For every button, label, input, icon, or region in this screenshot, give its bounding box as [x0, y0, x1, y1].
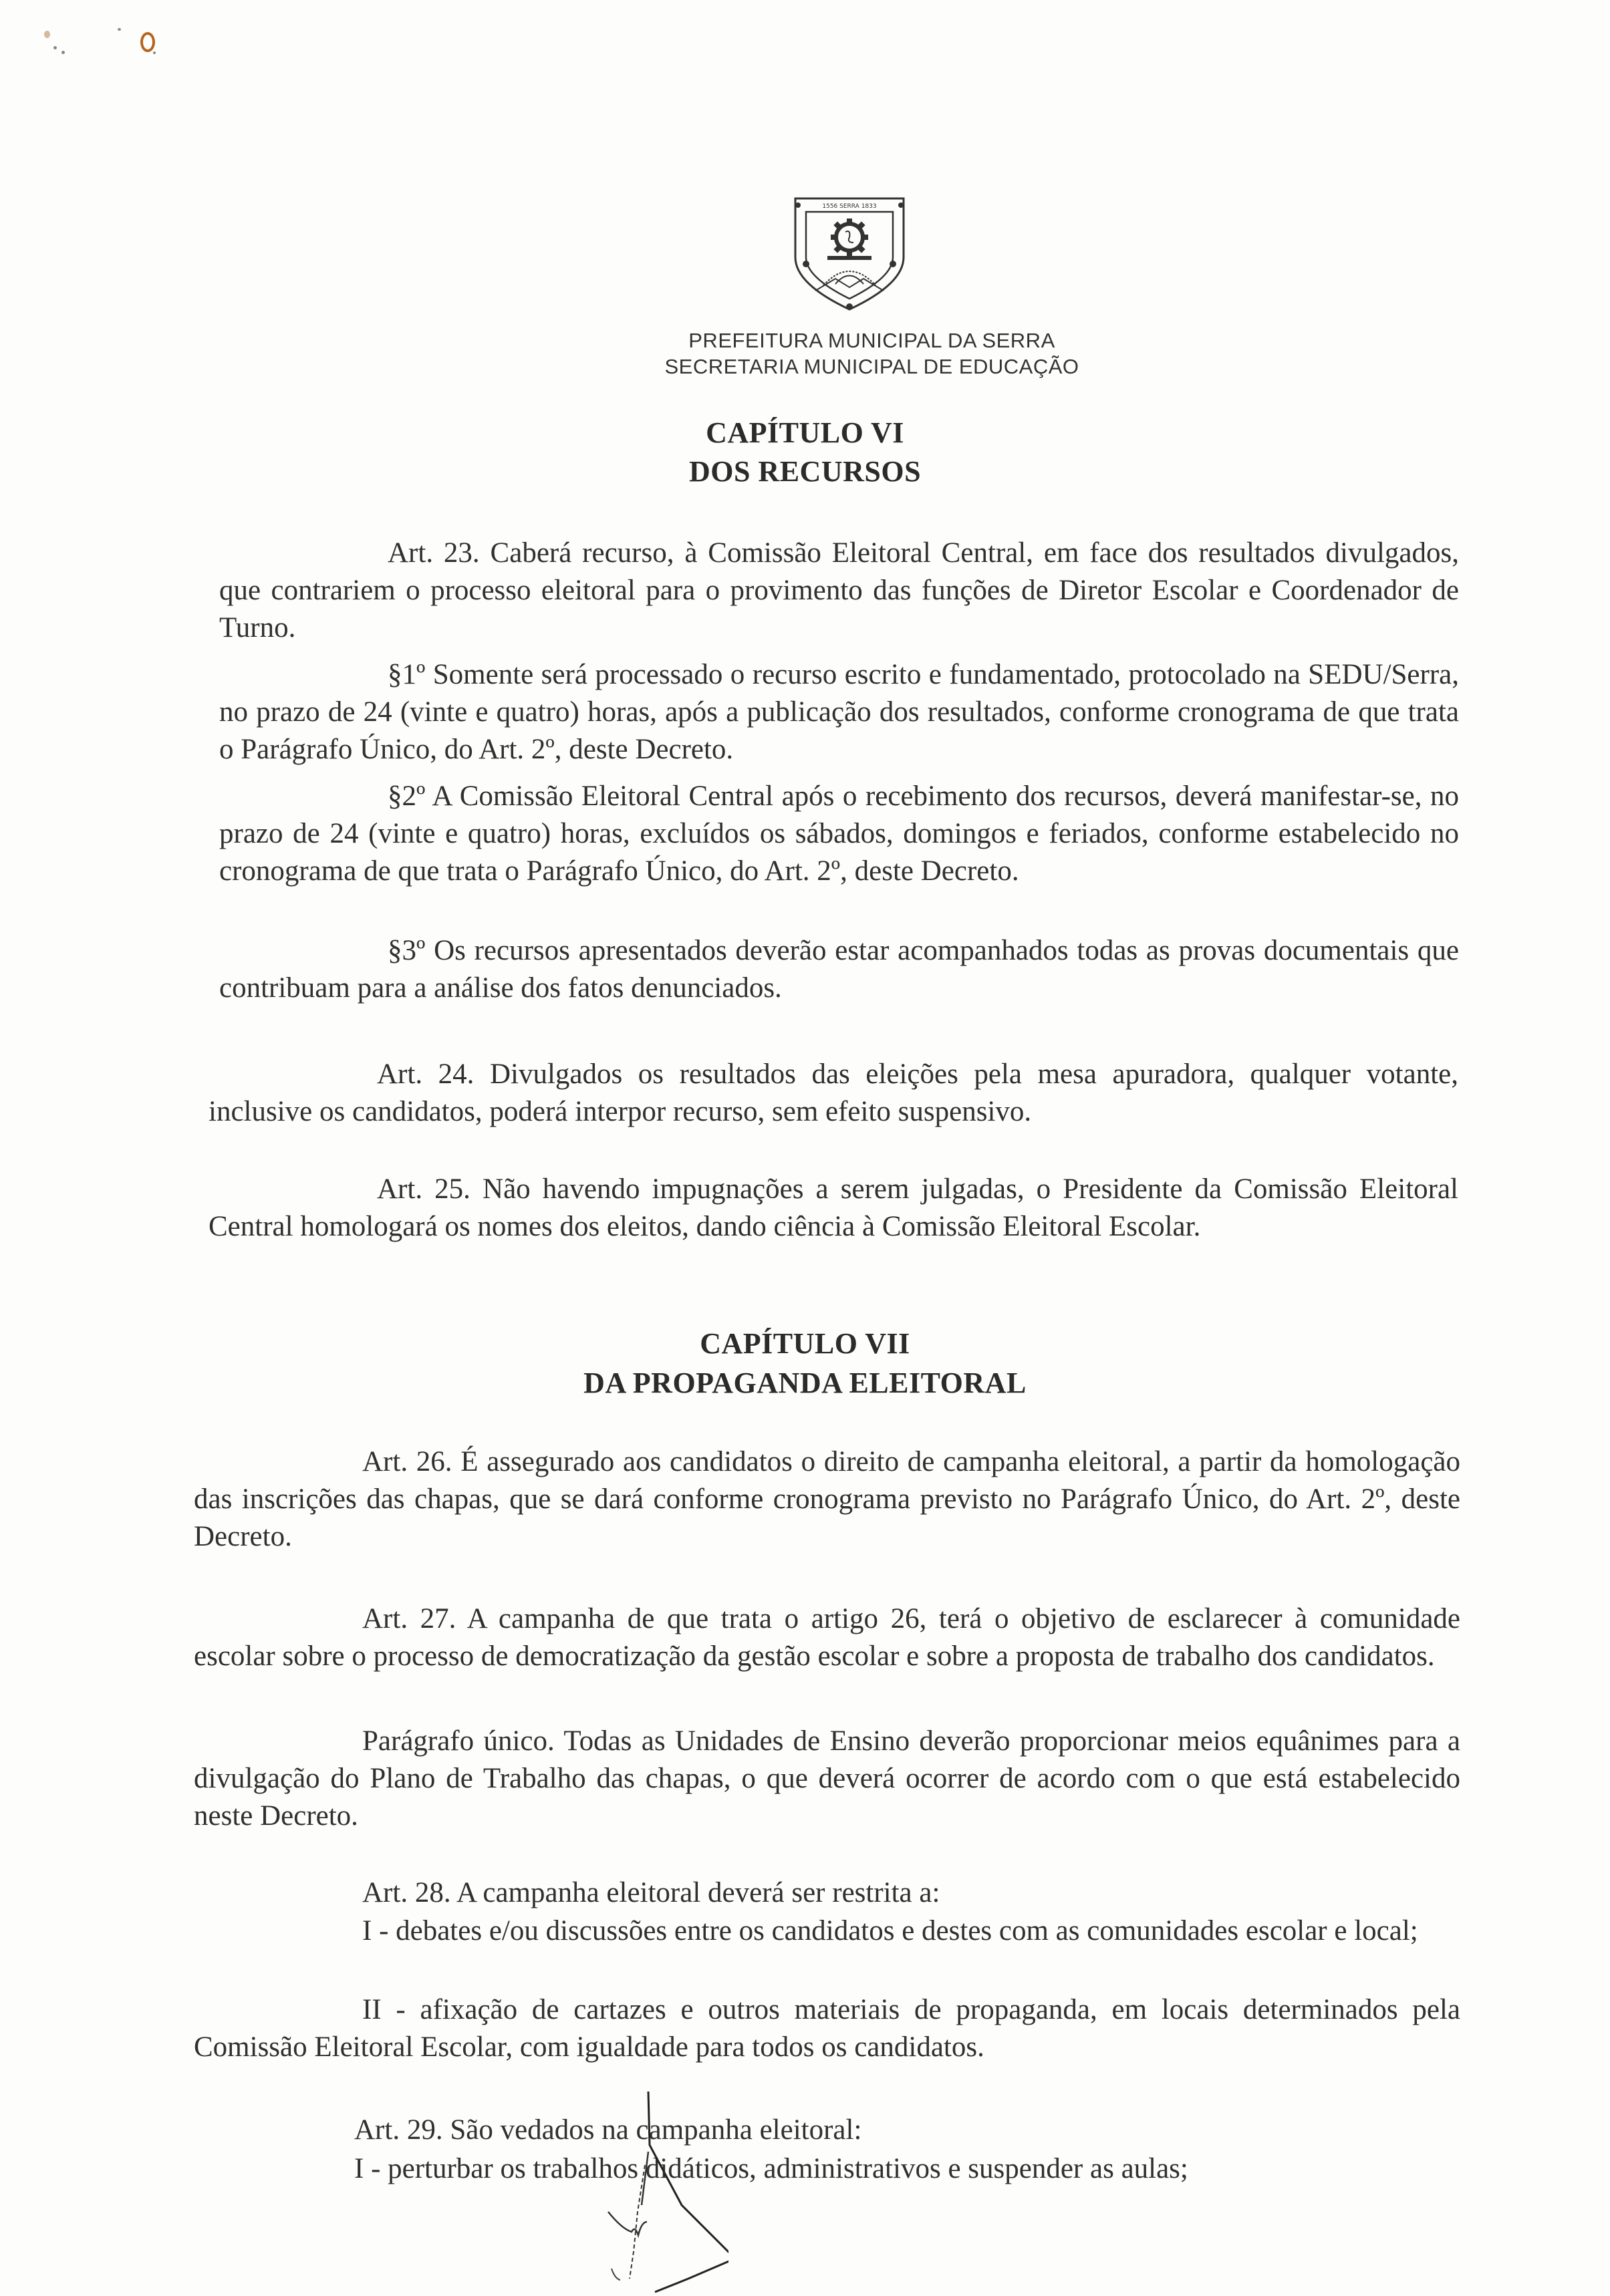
article-29-item-1: [354, 2150, 1424, 2188]
chapter-7-title: CAPÍTULO VII: [700, 1327, 910, 1360]
article-28-item-2: [194, 1991, 1460, 2066]
article-27: [194, 1600, 1460, 1675]
article-25-text: Art. 25. Não havendo impugnações a serem julgadas, o Presidente da Comissão Eleitoral Central homologará os nomes dos eleitos, dando ciência à Comissão Eleitoral Escolar.: [209, 1173, 1458, 1242]
item-1-text: I - debates e/ou discussões entre os candidatos e destes com as comunidades escolar e local;: [362, 1915, 1418, 1947]
scan-speck: [140, 32, 155, 52]
chapter-6-subtitle: DOS RECURSOS: [688, 455, 922, 488]
article-24-text: Art. 24. Divulgados os resultados das eleições pela mesa apuradora, qualquer votante, inclusive os candidatos, poderá interpor recurso, sem efeito suspensivo.: [209, 1058, 1458, 1127]
article-29: [354, 2112, 1424, 2149]
article-26: [194, 1443, 1460, 1556]
handwritten-initials-icon: [568, 2092, 728, 2296]
department-name: SECRETARIA MUNICIPAL DE EDUCAÇÃO: [664, 355, 1079, 378]
article-28-text: Art. 28. A campanha eleitoral deverá ser restrita a:: [362, 1877, 940, 1908]
paragraph-2-text: §2º A Comissão Eleitoral Central após o recebimento dos recursos, deverá manifestar-se, no prazo de 24 (vinte e quatro) horas, excluídos os sábados, domingos e feriados, conforme estabelecido no cronograma de que trata o Parágrafo Único, do Art. 2º, deste Decreto.: [219, 780, 1459, 887]
municipal-crest-icon: [789, 190, 909, 314]
article-23-paragraph-1: [219, 656, 1459, 768]
article-27-text: Art. 27. A campanha de que trata o artigo 26, terá o objetivo de esclarecer à comunidade escolar sobre o processo de democratização da gestão escolar e sobre a proposta de trabalho dos candidatos.: [194, 1603, 1460, 1672]
article-26-text: Art. 26. É assegurado aos candidatos o direito de campanha eleitoral, a partir da homologação das inscrições das chapas, que se dará conforme cronograma previsto no Parágrafo Único, do Art. 2º, deste Decreto.: [194, 1446, 1460, 1552]
article-24: [209, 1056, 1458, 1131]
chapter-7-subtitle: DA PROPAGANDA ELEITORAL: [583, 1367, 1027, 1399]
scan-speck: [61, 51, 65, 54]
paragraph-1-text: §1º Somente será processado o recurso escrito e fundamentado, protocolado na SEDU/Serra, no prazo de 24 (vinte e quatro) horas, após a publicação dos resultados, conforme cronograma de que trata o Parágrafo Único, do Art. 2º, deste Decreto.: [219, 659, 1459, 765]
paragraph-3-text: §3º Os recursos apresentados deverão estar acompanhados todas as provas documentais que contribuam para a análise dos fatos denunciados.: [219, 935, 1459, 1004]
article-23-paragraph-3: [219, 932, 1459, 1007]
item-2-text: II - afixação de cartazes e outros materiais de propaganda, em locais determinados pela Comissão Eleitoral Escolar, com igualdade para todos os candidatos.: [194, 1994, 1460, 2063]
article-28-item-1: [194, 1912, 1460, 1950]
scan-speck: [118, 28, 121, 31]
org-name: PREFEITURA MUNICIPAL DA SERRA: [688, 329, 1055, 352]
article-23: [219, 535, 1459, 647]
chapter-6-title: CAPÍTULO VI: [706, 416, 904, 449]
scan-speck: [44, 31, 50, 38]
scan-speck: [153, 51, 156, 54]
sole-paragraph-text: Parágrafo único. Todas as Unidades de Ensino deverão proporcionar meios equânimes para a divulgação do Plano de Trabalho das chapas, o que deverá ocorrer de acordo com o que está estabelecido neste Decreto.: [194, 1725, 1460, 1832]
crest-text: 1556 SERRA 1833: [822, 203, 877, 210]
article-27-sole-paragraph: [194, 1723, 1460, 1835]
article-29-item-1-text: I - perturbar os trabalhos didáticos, administrativos e suspender as aulas;: [354, 2153, 1188, 2184]
article-29-text: Art. 29. São vedados na campanha eleitoral:: [354, 2114, 862, 2146]
article-25: [209, 1171, 1458, 1246]
article-28: [194, 1874, 1460, 1912]
article-23-text: Art. 23. Caberá recurso, à Comissão Eleitoral Central, em face dos resultados divulgados, que contrariem o processo eleitoral para o provimento das funções de Diretor Escolar e Coordenador de Turno.: [219, 537, 1459, 643]
article-23-paragraph-2: [219, 778, 1459, 890]
scan-speck: [53, 46, 57, 49]
